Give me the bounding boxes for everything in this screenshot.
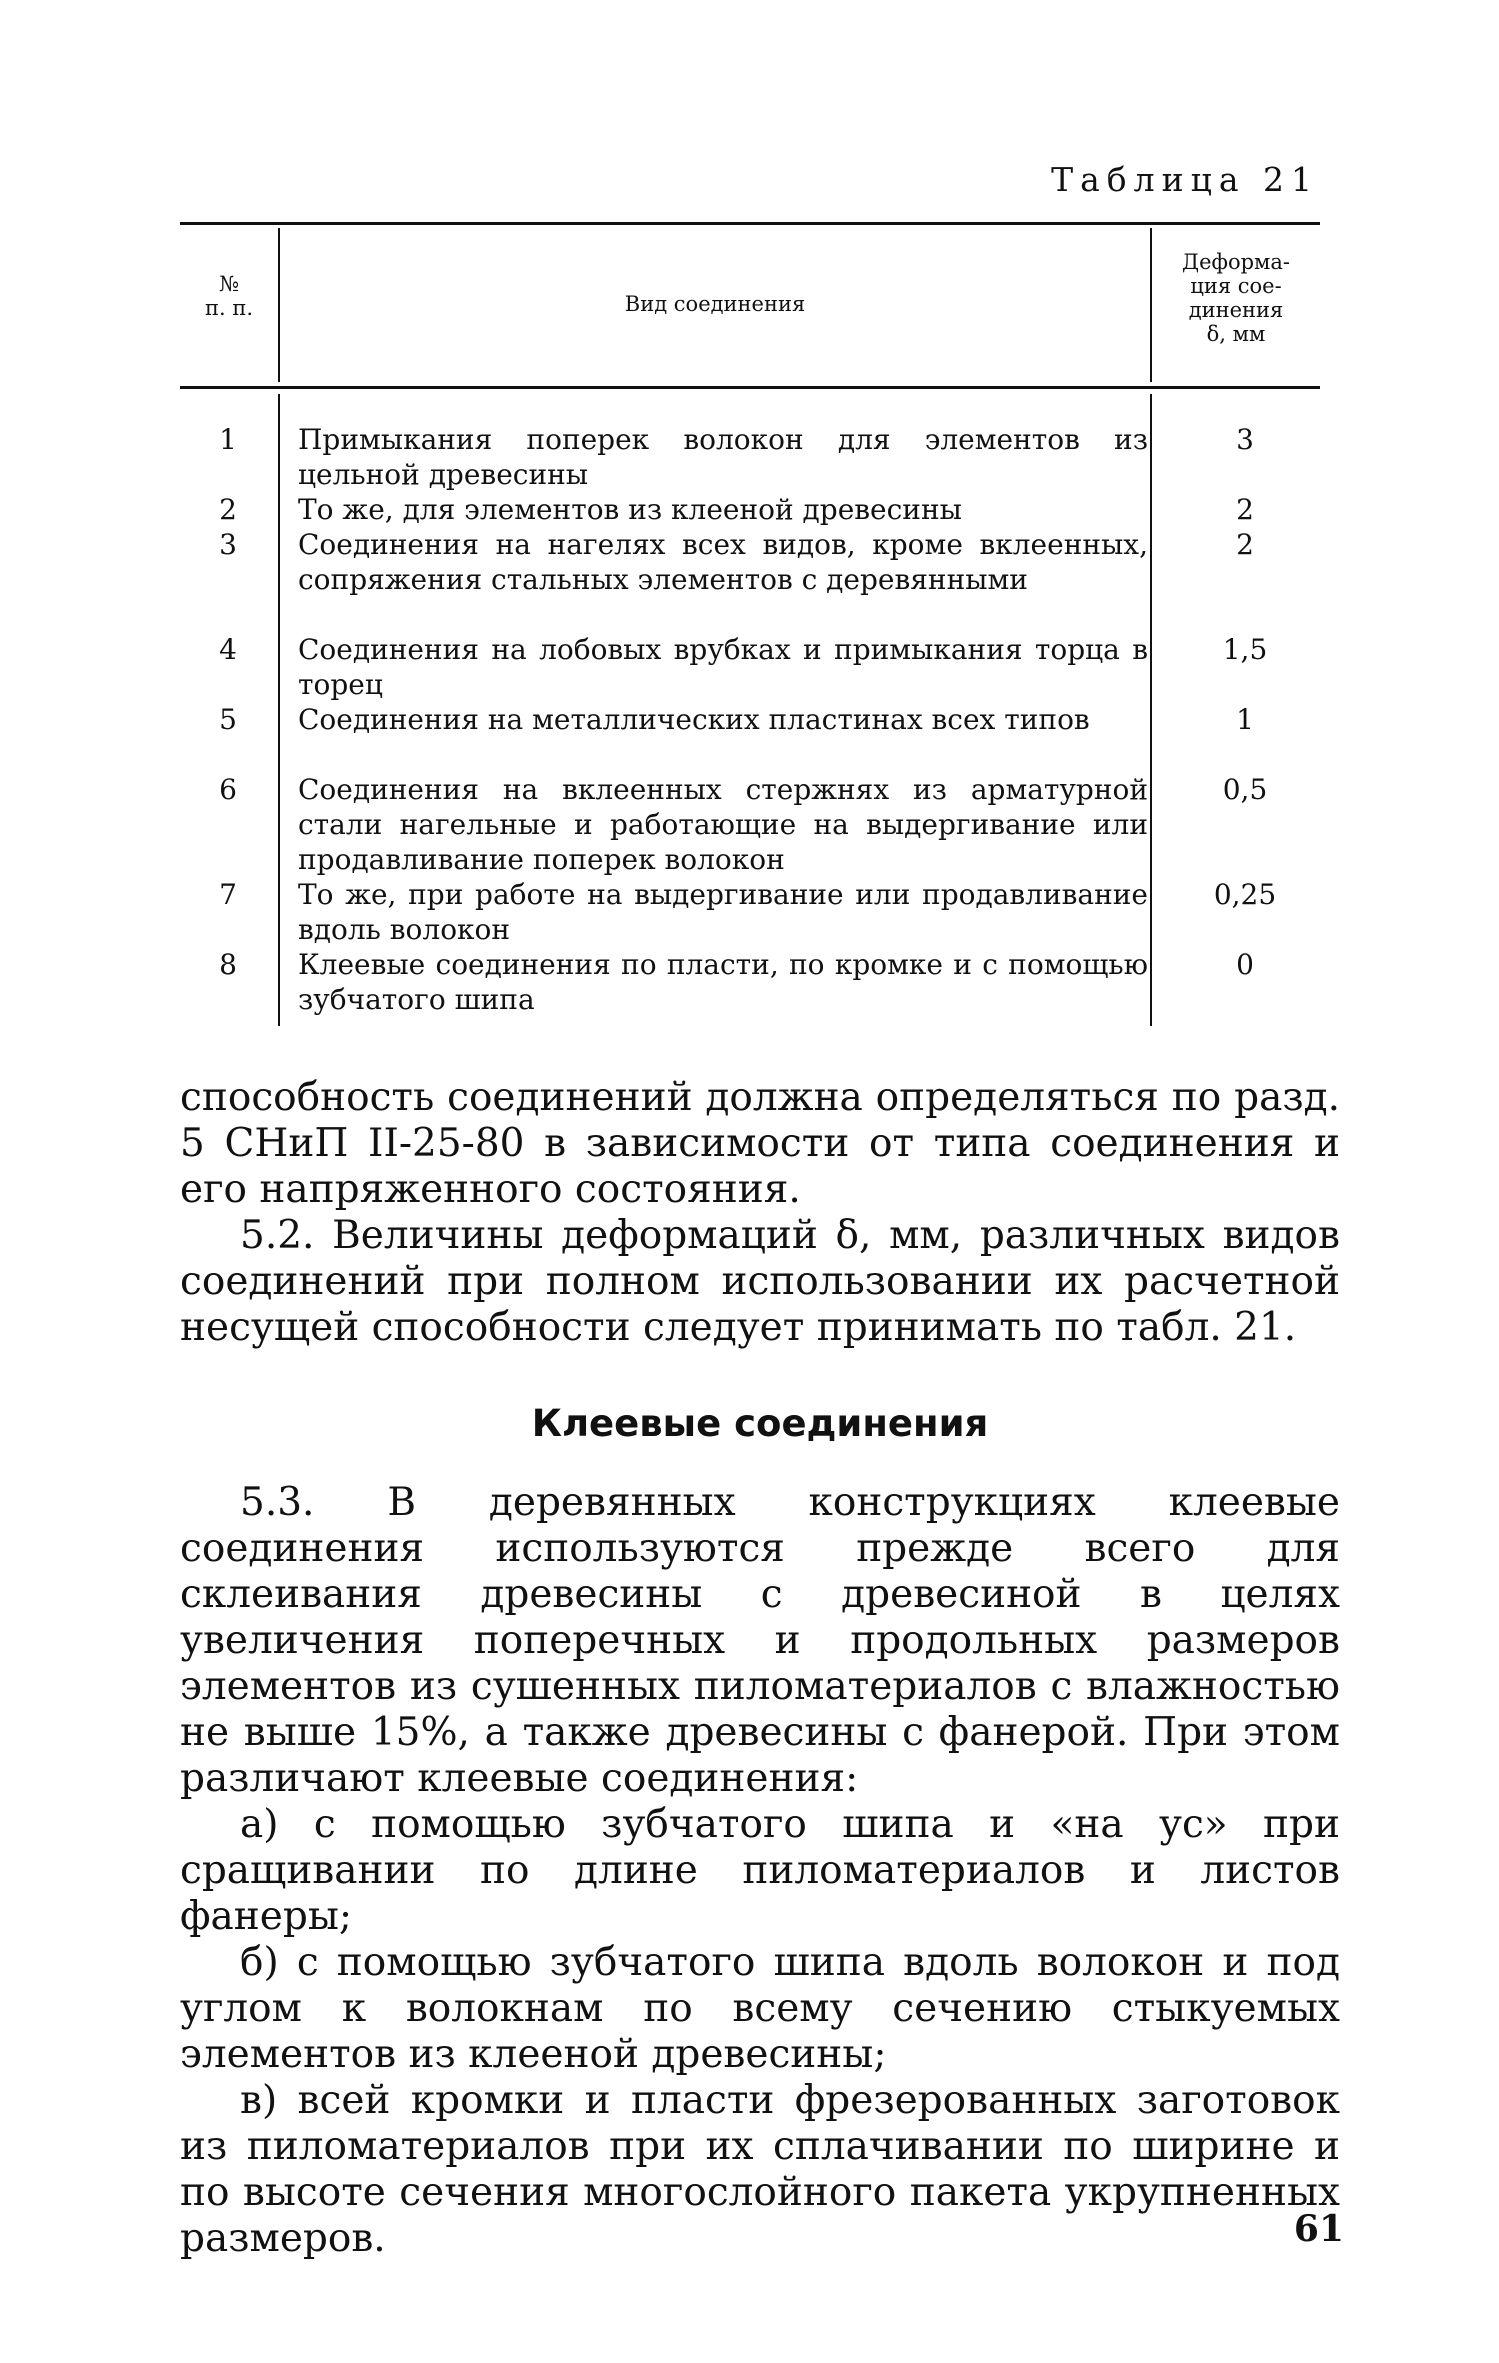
row-number: 3 (219, 528, 237, 561)
list-item-a: а) с помощью зубчатого шипа и «на ус» при сращивании по длине пиломатериалов и листов фанеры; (180, 1802, 1340, 1939)
header-deformation-line4: δ, мм (1206, 322, 1266, 346)
list-item-b: б) с помощью зубчатого шипа вдоль волокон и под углом к волокнам по всему сечению стыкуемых элементов из клееной древесины; (180, 1940, 1340, 2077)
body-text-top (180, 1075, 1340, 1351)
header-number-label: п. п. (204, 296, 254, 320)
row-number: 8 (219, 948, 237, 981)
row-text: Соединения на лобовых врубках и примыкания торца в торец (298, 633, 1148, 701)
row-text: То же, при работе на выдергивание или продавливание вдоль волокон (298, 878, 1148, 946)
page-number: 61 (1293, 2208, 1344, 2250)
row-text: Соединения на вклеенных стержнях из арматурной стали нагельные и работающие на выдергивание или продавливание поперек волокон (298, 773, 1148, 876)
body-divider-right (1150, 394, 1152, 1026)
row-number: 7 (219, 878, 237, 911)
row-value: 2 (1236, 528, 1254, 561)
row-number: 1 (219, 423, 237, 456)
row-value: 0,5 (1222, 773, 1268, 806)
body-text-bottom (180, 1480, 1340, 2262)
row-value: 0 (1236, 948, 1254, 981)
paragraph-5-2: 5.2. Величины деформаций δ, мм, различных видов соединений при полном использовании их расчетной несущей способности следует принимать по табл. 21. (180, 1213, 1340, 1350)
list-item-c: в) всей кромки и пласти фрезерованных заготовок из пиломатериалов при их сплачивании по ширине и по высоте сечения многослойного пакета укрупненных размеров. (180, 2078, 1340, 2261)
row-value: 2 (1236, 493, 1254, 526)
row-text: Соединения на нагелях всех видов, кроме вклеенных, сопряжения стальных элементов с деревянными (298, 528, 1148, 596)
row-value: 1,5 (1222, 633, 1268, 666)
header-deformation (1152, 250, 1320, 346)
table-header-rule (180, 386, 1320, 389)
row-text: Примыкания поперек волокон для элементов из цельной древесины (298, 423, 1148, 491)
table-caption: Таблица 21 (1051, 160, 1319, 199)
row-value: 1 (1236, 703, 1254, 736)
row-value: 0,25 (1213, 878, 1277, 911)
row-text: Соединения на металлических пластинах всех типов (298, 703, 1090, 736)
header-deformation-line1: Деформа- (1182, 250, 1290, 274)
row-value: 3 (1236, 423, 1254, 456)
paragraph-continuation: способность соединений должна определяться по разд. 5 СНиП II-25-80 в зависимости от типа соединения и его напряженного состояния. (180, 1075, 1340, 1212)
row-number: 4 (219, 633, 237, 666)
section-heading: Клеевые соединения (531, 1402, 989, 1445)
header-deformation-line2: ция сое- (1190, 274, 1282, 298)
header-number-sign: № (219, 272, 239, 296)
row-number: 2 (219, 493, 237, 526)
row-text: То же, для элементов из клееной древесины (298, 493, 962, 526)
row-text: Клеевые соединения по пласти, по кромке и с помощью зубчатого шипа (298, 948, 1148, 1016)
header-deformation-line3: динения (1188, 298, 1284, 322)
row-number: 6 (219, 773, 237, 806)
table-top-rule (180, 222, 1320, 225)
paragraph-5-3: 5.3. В деревянных конструкциях клеевые соединения используются прежде всего для склеивания древесины с древесиной в целях увеличения поперечных и продольных размеров элементов из сушенных пиломатериалов с влажностью не выше 15%, а также древесины с фанерой. При этом различают клеевые соединения: (180, 1480, 1340, 1801)
header-number (180, 272, 278, 320)
body-divider-left (278, 394, 280, 1026)
row-number: 5 (219, 703, 237, 736)
header-connection-type: Вид соединения (624, 292, 806, 316)
